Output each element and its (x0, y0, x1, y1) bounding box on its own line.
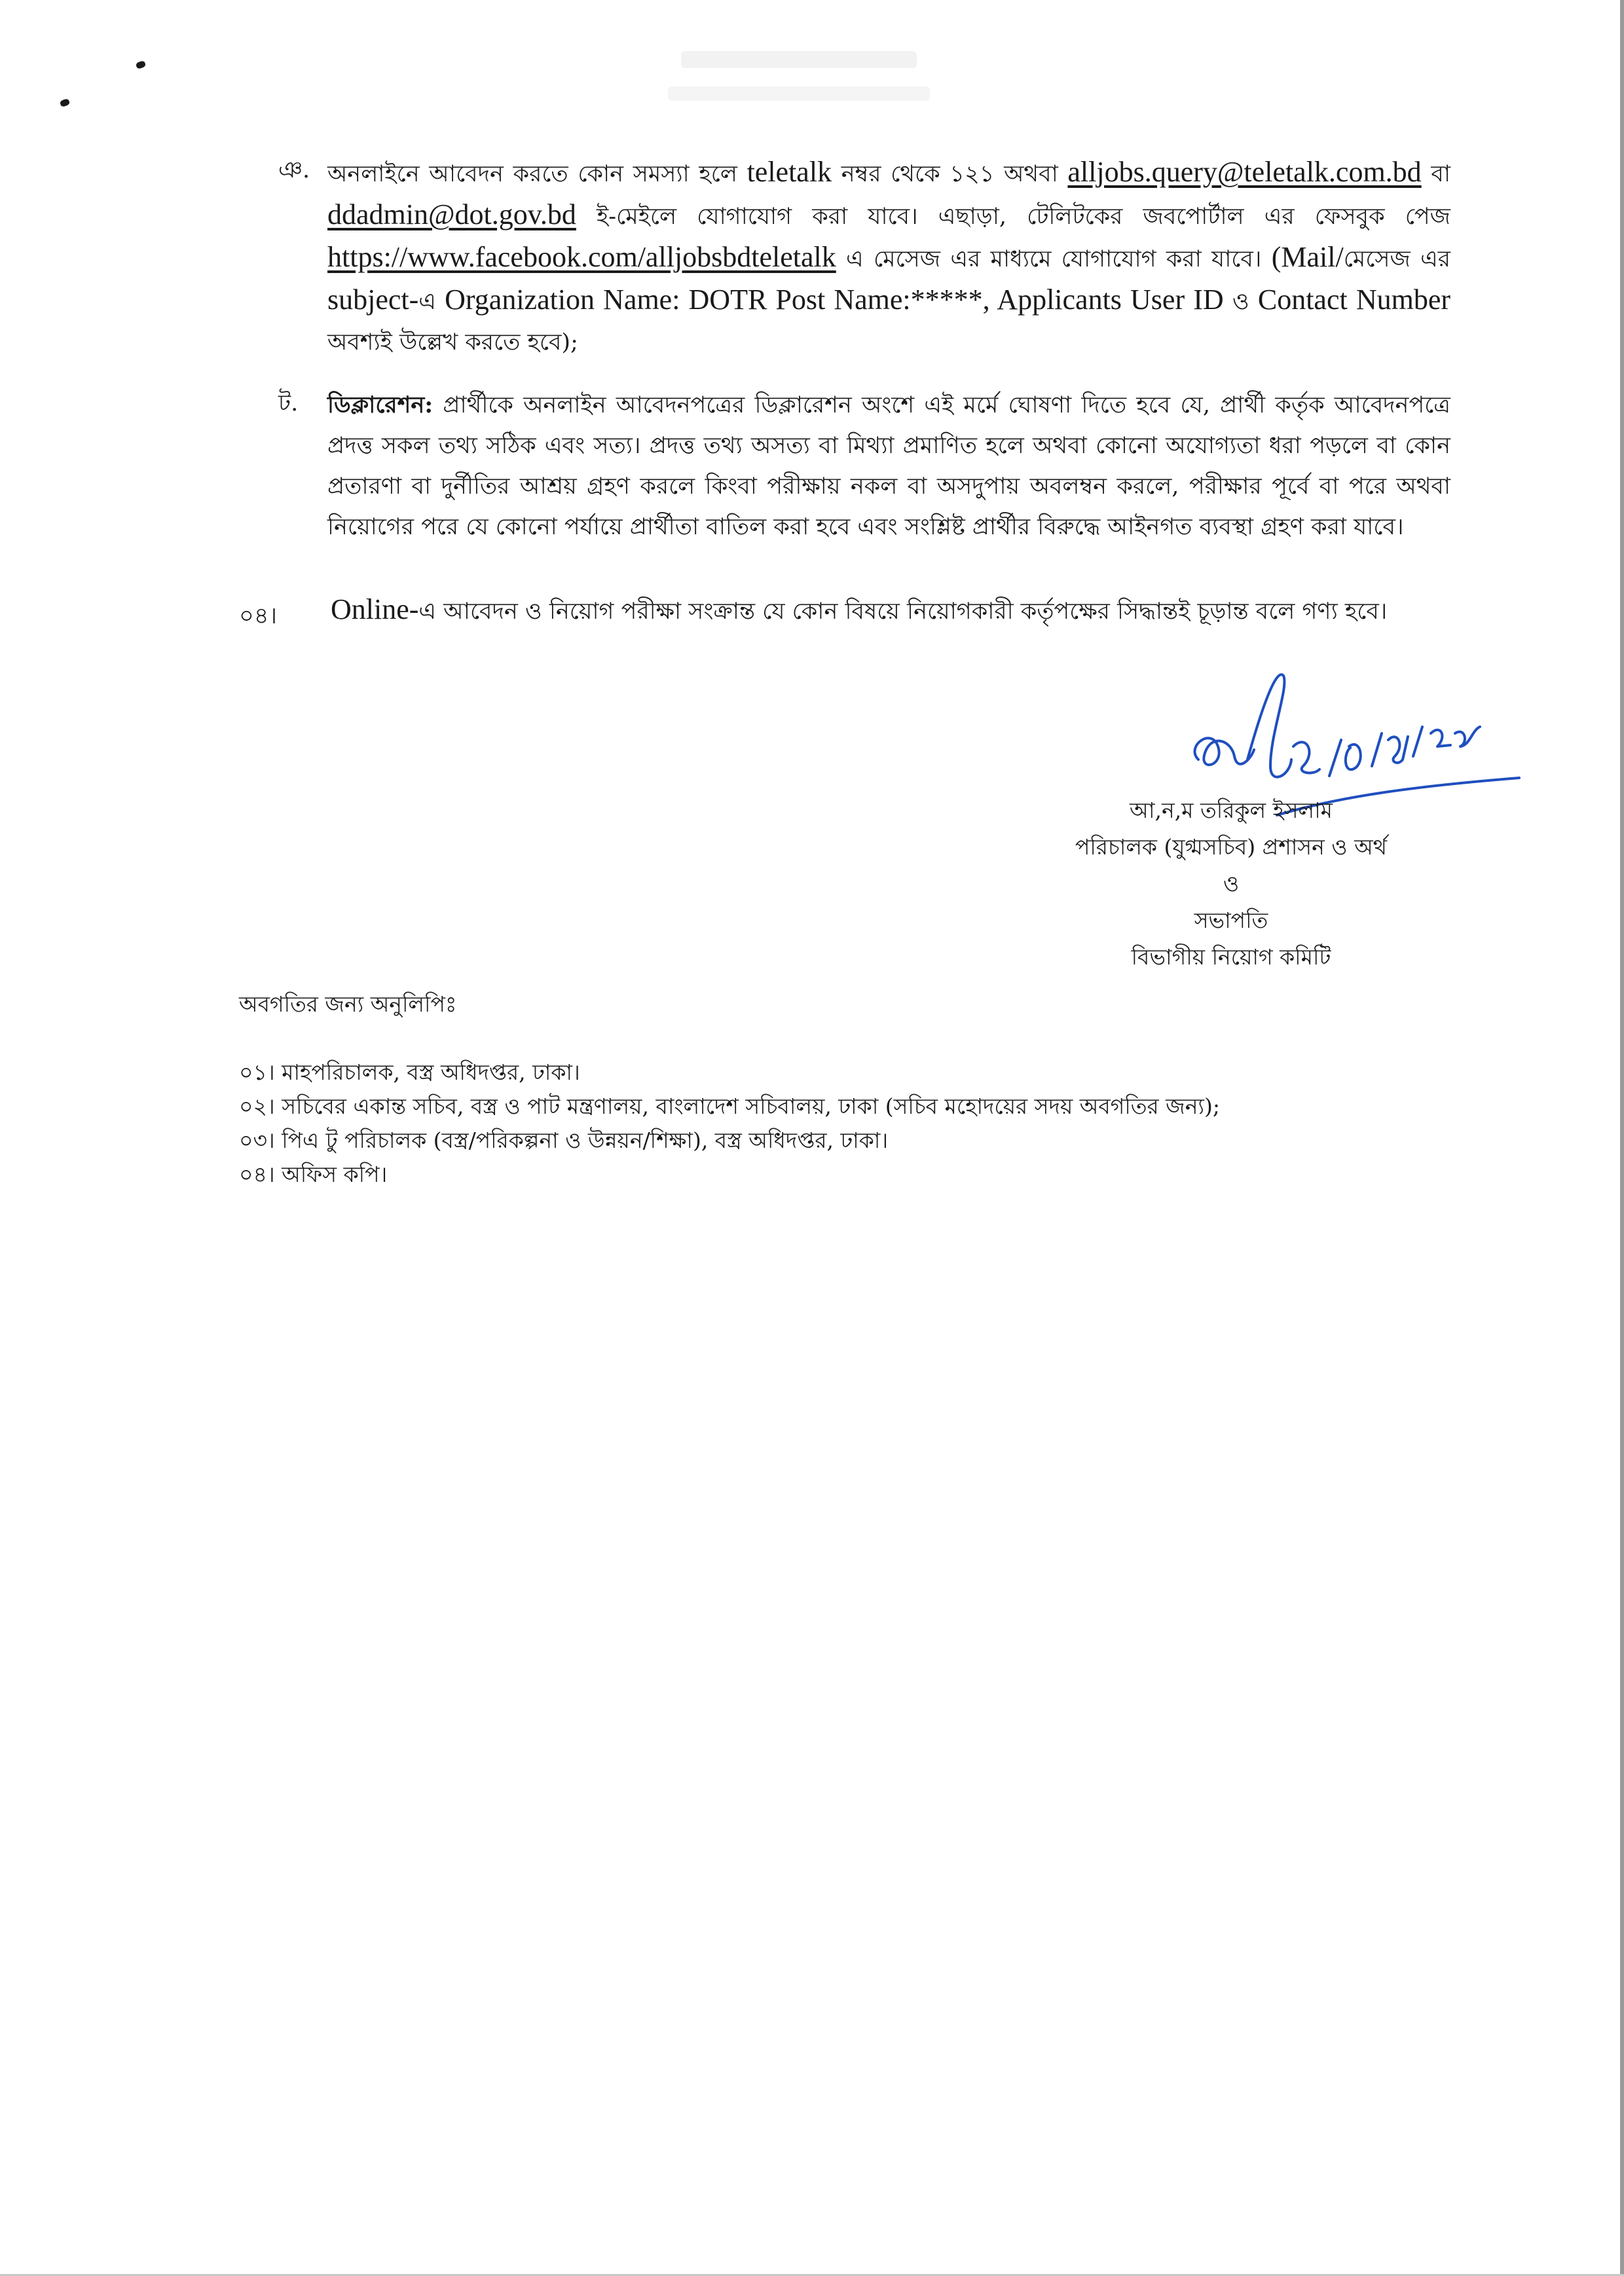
cc-list (239, 1055, 1220, 1192)
cc-heading: অবগতির জন্য অনুলিপিঃ (239, 991, 457, 1017)
item-ta (278, 385, 1450, 547)
list-item: ০২। সচিবের একান্ত সচিব, বস্ত্র ও পাট মন্ত্রণালয়, বাংলাদেশ সচিবালয়, ঢাকা (সচিব মহোদয়ের সদয় অবগতির জন্য); (239, 1093, 1220, 1119)
clause-number: ০৪। (239, 603, 277, 629)
signatory-designation: পরিচালক (যুগ্মসচিব) প্রশাসন ও অর্থ (1075, 834, 1388, 860)
signature-stroke (1431, 730, 1450, 746)
list-item: ০৩। পিএ টু পরিচালক (বস্ত্র/পরিকল্পনা ও উন্নয়ন/শিক্ষা), বস্ত্র অধিদপ্তর, ঢাকা। (239, 1128, 889, 1153)
signature-stroke (1293, 742, 1320, 773)
list-item: ০১। মাহপরিচালক, বস্ত্র অধিদপ্তর, ঢাকা। (239, 1059, 580, 1085)
dot-email-link[interactable]: ddadmin@dot.gov.bd (327, 198, 576, 230)
signature-stroke (1455, 727, 1480, 746)
scan-speck (136, 60, 147, 69)
signatory-name: আ,ন,ম তরিকুল ইসলাম (1130, 798, 1333, 823)
signature-stroke (1346, 744, 1361, 769)
item-marker: ঞ. (278, 157, 310, 183)
contact-paragraph: অনলাইনে আবেদন করতে কোন সমস্যা হলে teletalk নম্বর থেকে ১২১ অথবা alljobs.query@teletalk.com.bd বা ddadmin@dot.gov.bd ই-মেইলে যোগাযোগ করা যাবে। এছাড়া, টেলিটকের জবপোর্টাল এর ফেসবুক পেজ https://www.facebook.com/alljobsbdteletalk এ মেসেজ এর মাধ্যমে যোগাযোগ করা যাবে। (Mail/মেসেজ এর subject-এ Organization Name: DOTR Post Name:*****, Applicants User ID ও Contact Number অবশ্যই উল্লেখ করতে হবে); (327, 156, 1451, 356)
clause-text: Online-এ আবেদন ও নিয়োগ পরীক্ষা সংক্রান্ত যে কোন বিষয়ে নিয়োগকারী কর্তৃপক্ষের সিদ্ধান্তই চূড়ান্ত বলে গণ্য হবে। (331, 593, 1388, 625)
scan-speck (60, 98, 71, 107)
declaration-paragraph: ডিক্লারেশন: প্রার্থীকে অনলাইন আবেদনপত্রের ডিক্লারেশন অংশে এই মর্মে ঘোষণা দিতে হবে যে, প্রার্থী কর্তৃক আবেদনপত্রে প্রদত্ত সকল তথ্য সঠিক এবং সত্য। প্রদত্ত তথ্য অসত্য বা মিথ্যা প্রমাণিত হলে অথবা কোনো অযোগ্যতা ধরা পড়লে বা কোন প্রতারণা বা দুর্নীতির আশ্রয় গ্রহণ করলে কিংবা পরীক্ষায় নকল বা অসদুপায় অবলম্বন করলে, পরীক্ষার পূর্বে বা পরে অথবা নিয়োগের পরে যে কোনো পর্যায়ে প্রার্থীতা বাতিল করা হবে এবং সংশ্লিষ্ট প্রার্থীর বিরুদ্ধে আইনগত ব্যবস্থা গ্রহণ করা যাবে। (327, 392, 1450, 540)
signature-stroke (1388, 737, 1408, 763)
declaration-label: ডিক্লারেশন: (327, 392, 434, 418)
signature-stroke (1247, 674, 1291, 777)
signature-stroke (1372, 733, 1382, 766)
signatory-role: সভাপতি (1194, 908, 1268, 933)
conjunction: ও (1223, 871, 1240, 896)
signature-stroke (1194, 738, 1254, 765)
item-nga (278, 152, 1450, 363)
page-edge (1620, 0, 1624, 2276)
signature-block (1022, 792, 1441, 976)
faded-header-mark-2 (668, 86, 930, 101)
list-item: ০৪। অফিস কপি। (239, 1162, 388, 1187)
signature-stroke (1413, 727, 1422, 756)
teletalk-email-link[interactable]: alljobs.query@teletalk.com.bd (1067, 156, 1422, 188)
facebook-page-link[interactable]: https://www.facebook.com/alljobsbdteletalk (327, 241, 836, 273)
faded-header-mark (681, 51, 917, 68)
committee-name: বিভাগীয় নিয়োগ কমিটি (1131, 944, 1331, 970)
signature-stroke (1329, 740, 1341, 776)
item-marker: ট. (278, 390, 299, 416)
